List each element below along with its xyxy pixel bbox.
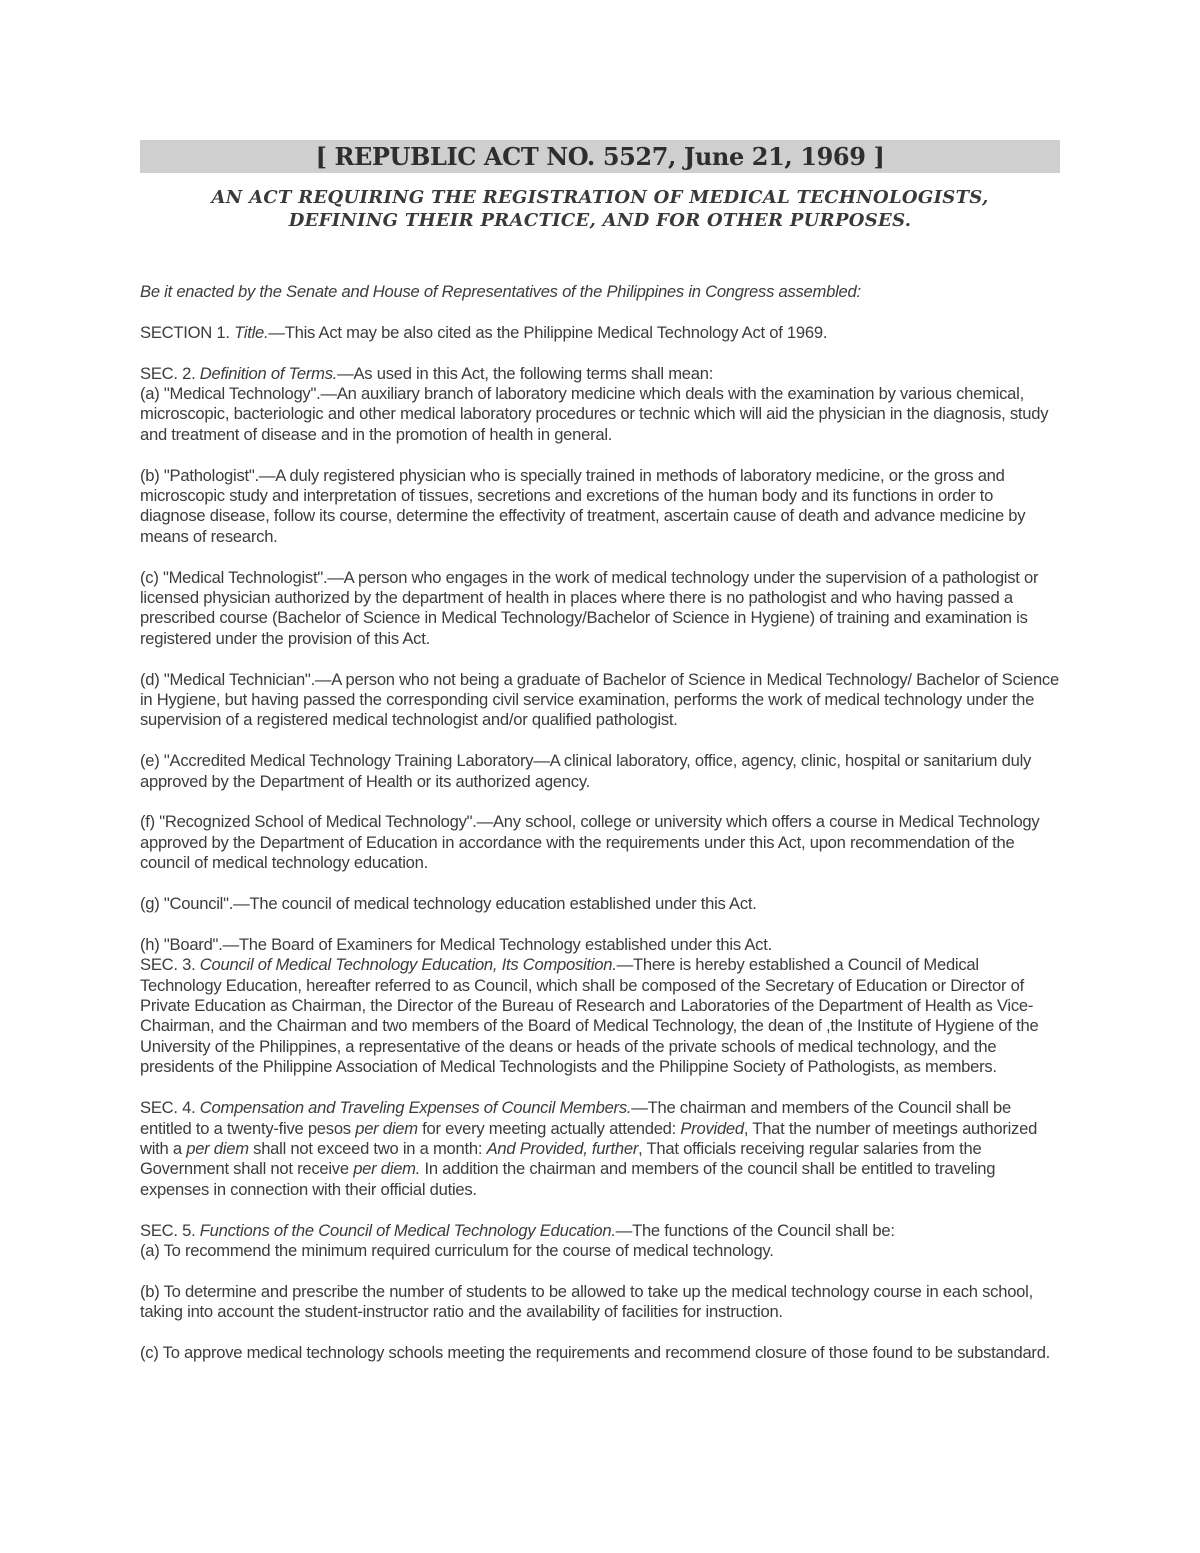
section-5-label: SEC. 5. (140, 1220, 200, 1240)
section-4-text-5: , That officials receiving regular salaries from the Government shall not receive (140, 1138, 982, 1179)
section-2-item-h: (h) "Board".—The Board of Examiners for Medical Technology established under this Act. (140, 934, 772, 954)
section-1-label: SECTION 1. (140, 322, 235, 342)
section-5-heading: Functions of the Council of Medical Technology Education. (199, 1220, 616, 1240)
enacting-clause: Be it enacted by the Senate and House of Representatives of the Philippines in Congress assembled: (140, 282, 861, 301)
section-2-item-f: (f) "Recognized School of Medical Technology".—Any school, college or university which offers a course in Medical Technology approved by the Department of Education in accordance with the requirements under this Act, upon recommendation of the council of medical technology education. (140, 812, 1040, 873)
section-2-intro-text: —As used in this Act, the following terms shall mean: (337, 363, 714, 383)
section-1-text: —This Act may be also cited as the Philippine Medical Technology Act of 1969. (268, 322, 828, 342)
section-4-heading: Compensation and Traveling Expenses of Council Members. (199, 1098, 632, 1118)
section-1-heading: Title. (234, 322, 269, 342)
section-3-heading: Council of Medical Technology Education, Its Composition. (199, 955, 617, 975)
document-subtitle (140, 186, 1060, 232)
section-3 (140, 955, 1060, 1077)
section-4 (140, 1098, 1060, 1200)
subtitle-line-1: AN ACT REQUIRING THE REGISTRATION OF MEDICAL TECHNOLOGISTS, (211, 187, 989, 208)
section-5-item-a: (a) To recommend the minimum required curriculum for the course of medical technology. (140, 1240, 774, 1260)
section-4-text-4: shall not exceed two in a month: (248, 1138, 487, 1158)
section-4-label: SEC. 4. (140, 1098, 200, 1118)
section-5-item-b: (b) To determine and prescribe the number of students to be allowed to take up the medical technology course in each school, taking into account the student-instructor ratio and the availability of facilities for instruction. (140, 1281, 1033, 1322)
section-4-italic-4: And Provided, further (486, 1138, 639, 1158)
section-2-item-e: (e) "Accredited Medical Technology Training Laboratory—A clinical laboratory, office, agency, clinic, hospital or sanitarium duly approved by the Department of Health or its authorized agency. (140, 751, 1032, 791)
section-2-heading: Definition of Terms. (199, 363, 338, 383)
section-5-intro-text: —The functions of the Council shall be: (615, 1220, 895, 1240)
section-4-text-3: , That the number of meetings authorized with a (140, 1118, 1038, 1158)
section-2-intro (140, 364, 1060, 384)
section-3-label: SEC. 3. (140, 955, 200, 975)
section-4-italic-1: per diem (355, 1118, 418, 1138)
document-page (140, 140, 1060, 1363)
section-4-italic-3: per diem (186, 1138, 249, 1158)
document-title: [ REPUBLIC ACT NO. 5527, June 21, 1969 ] (140, 140, 1060, 173)
section-4-text-2: for every meeting actually attended: (417, 1118, 681, 1138)
section-1 (140, 323, 1060, 343)
section-2-item-b: (b) "Pathologist".—A duly registered physician who is specially trained in methods of laboratory medicine, or the gross and microscopic study and interpretation of tissues, secretions and excretions of the human body and its functions in order to diagnose disease, follow its course, determine the effectivity of treatment, ascertain cause of death and advance medicine by means of research. (140, 465, 1026, 546)
section-2-item-c: (c) "Medical Technologist".—A person who engages in the work of medical technology under the supervision of a pathologist or licensed physician authorized by the department of health in places where there is no pathologist and who having passed a prescribed course (Bachelor of Science in Medical Technology/Bachelor of Science in Hygiene) of training and examination is registered under the provision of this Act. (140, 567, 1039, 648)
section-2-item-a: (a) "Medical Technology".—An auxiliary branch of laboratory medicine which deals with the examination by various chemical, microscopic, bacteriologic and other medical laboratory procedures or technic which will aid the physician in the diagnosis, study and treatment of disease and in the promotion of health in general. (140, 384, 1049, 444)
section-5-item-c: (c) To approve medical technology schools meeting the requirements and recommend closure of those found to be substandard. (140, 1342, 1051, 1362)
section-4-italic-2: Provided (680, 1118, 744, 1138)
section-2-item-g: (g) "Council".—The council of medical technology education established under this Act. (140, 894, 757, 914)
section-2-item-d: (d) "Medical Technician".—A person who not being a graduate of Bachelor of Science in Medical Technology/ Bachelor of Science in Hygiene, but having passed the corresponding civil service examination, performs the work of medical technology under the supervision of a registered medical technologist and/or qualified pathologist. (140, 669, 1059, 730)
section-4-italic-5: per diem. (353, 1159, 421, 1179)
subtitle-line-2: DEFINING THEIR PRACTICE, AND FOR OTHER PURPOSES. (288, 210, 912, 231)
section-2-label: SEC. 2. (140, 363, 200, 383)
section-5-intro (140, 1221, 1060, 1241)
section-4-text-1: —The chairman and members of the Council shall be entitled to a twenty-five pesos (140, 1098, 1011, 1138)
section-4-text-6: In addition the chairman and members of the council shall be entitled to traveling expenses in connection with their official duties. (140, 1159, 996, 1199)
section-3-text: —There is hereby established a Council of Medical Technology Education, hereafter referred to as Council, which shall be composed of the Secretary of Education or Director of Private Education as Chairman, the Director of the Bureau of Research and Laboratories of the Department of Health as Vice-Chairman, and the Chairman and two members of the Board of Medical Technology, the dean of ,the Institute of Hygiene of the University of the Philippines, a representative of the deans or heads of the private schools of medical technology, and the presidents of the Philippine Association of Medical Technologists and the Philippine Society of Pathologists, as members. (140, 955, 1039, 1077)
